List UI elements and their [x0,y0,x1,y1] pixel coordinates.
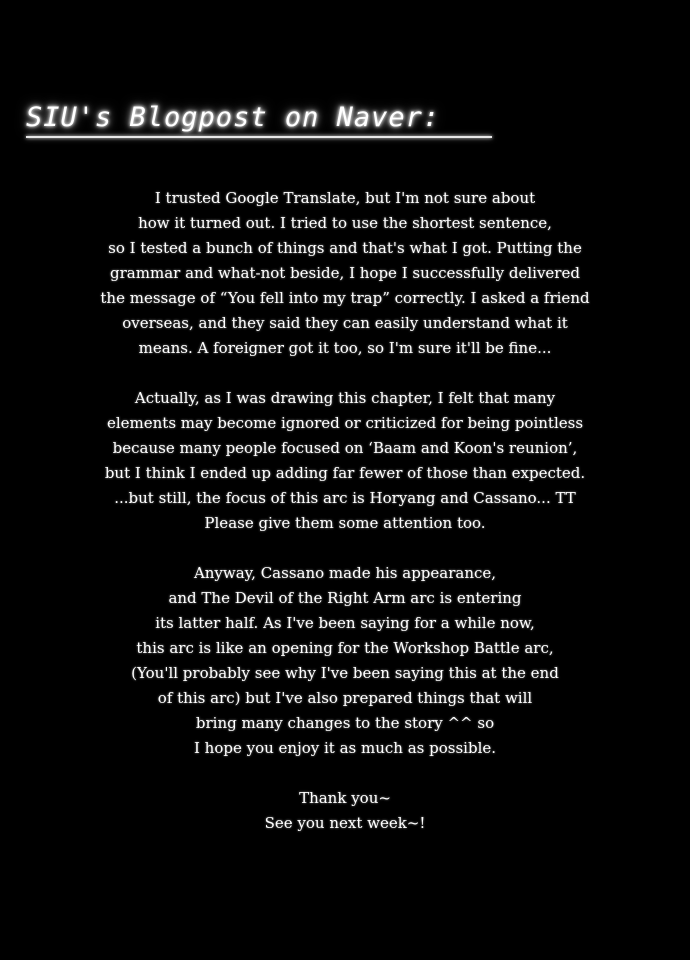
page-title: SIU's Blogpost on Naver: [26,102,441,133]
blogpost-body [60,186,630,861]
text-line: but I think I ended up adding far fewer of those than expected. [104,464,586,482]
text-line: because many people focused on ‘Baam and Koon's reunion’, [112,439,578,457]
text-line: and The Devil of the Right Arm arc is entering [168,589,522,607]
text-line: (You'll probably see why I've been saying this at the end [131,664,559,682]
text-line: grammar and what-not beside, I hope I successfully delivered [110,264,580,282]
text-line: this arc is like an opening for the Workshop Battle arc, [136,639,554,657]
text-line: elements may become ignored or criticized for being pointless [106,414,584,432]
text-line: Thank you~ [299,789,391,807]
header [26,102,496,138]
text-line: overseas, and they said they can easily understand what it [122,314,568,332]
text-line: bring many changes to the story ^^ so [195,714,495,732]
paragraph-2 [60,386,630,536]
text-line: its latter half. As I've been saying for a while now, [155,614,535,632]
text-line: means. A foreigner got it too, so I'm sure it'll be fine... [138,339,552,357]
paragraph-3 [60,561,630,761]
text-line: Actually, as I was drawing this chapter, I felt that many [134,389,556,407]
text-line: I hope you enjoy it as much as possible. [193,739,497,757]
text-line: Anyway, Cassano made his appearance, [193,564,497,582]
text-line: how it turned out. I tried to use the shortest sentence, [138,214,552,232]
paragraph-1 [60,186,630,361]
text-line: See you next week~! [264,814,426,832]
title-underline [26,136,492,138]
text-line: the message of “You fell into my trap” correctly. I asked a friend [100,289,590,307]
text-line: Please give them some attention too. [204,514,486,532]
text-line: of this arc) but I've also prepared things that will [157,689,533,707]
closing-paragraph [60,786,630,836]
text-line: ...but still, the focus of this arc is Horyang and Cassano... TT [114,489,576,507]
text-line: so I tested a bunch of things and that's what I got. Putting the [108,239,582,257]
text-line: I trusted Google Translate, but I'm not sure about [154,189,536,207]
